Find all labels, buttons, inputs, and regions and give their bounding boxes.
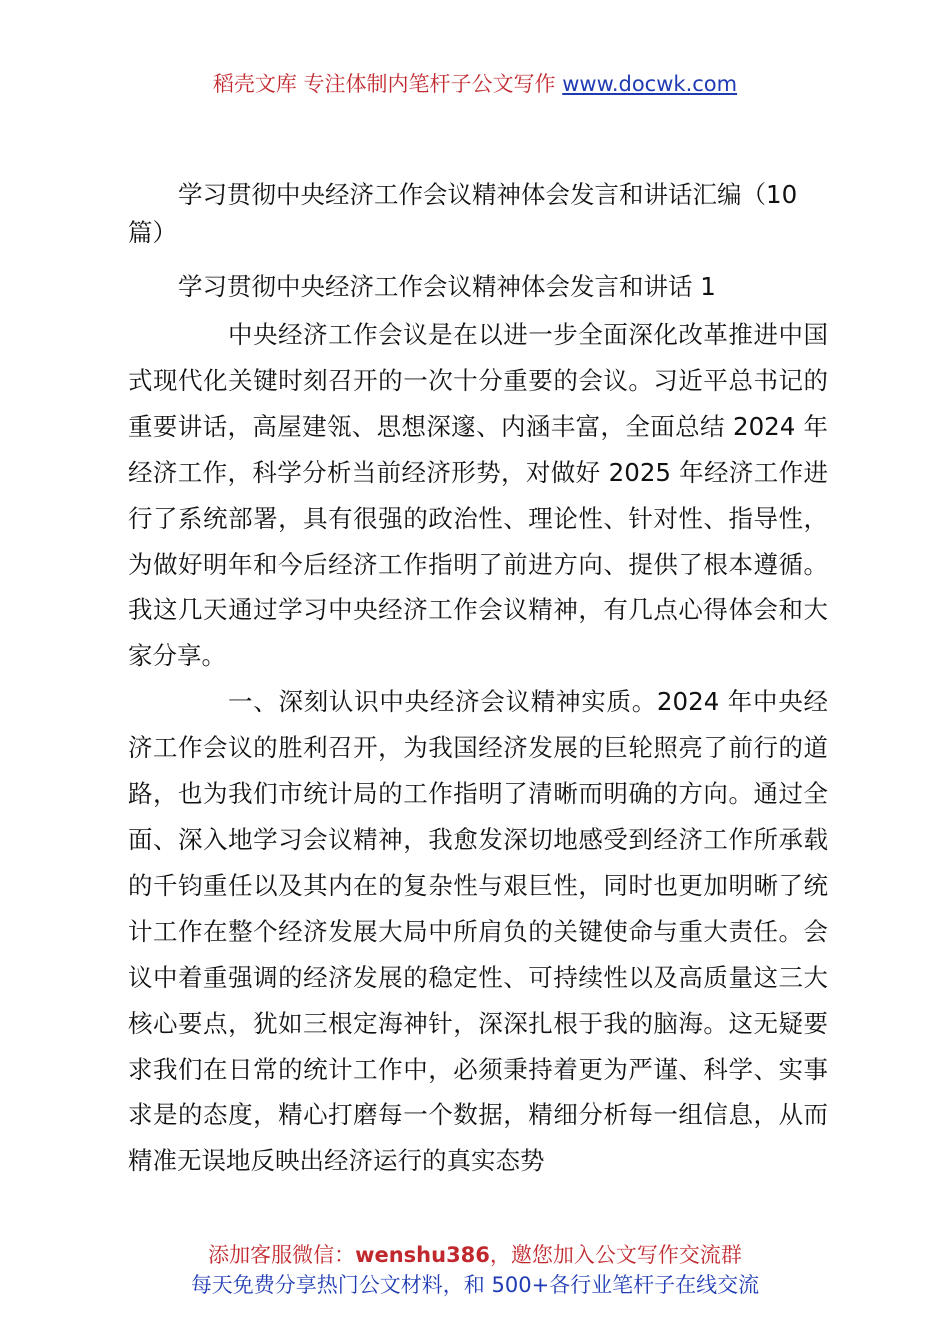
- footer-contact-prefix: 添加客服微信：: [208, 1243, 356, 1267]
- wechat-id: wenshu386: [355, 1243, 490, 1267]
- header-brand-text: 稻壳文库 专注体制内笔杆子公文写作: [212, 72, 563, 96]
- page-footer: [0, 1240, 950, 1300]
- document-title: 学习贯彻中央经济工作会议精神体会发言和讲话汇编（10篇）: [128, 180, 798, 247]
- body-paragraph-2: 一、深刻认识中央经济会议精神实质。2024 年中央经济工作会议的胜利召开，为我国经济发展的巨轮照亮了前行的道路，也为我们市统计局的工作指明了清晰而明确的方向。通过全面、深入地学习会议精神，我愈发深切地感受到经济工作所承载的千钧重任以及其内在的复杂性与艰巨性，同时也更加明晰了统计工作在整个经济发展大局中所肩负的关键使命与重大责任。会议中着重强调的经济发展的稳定性、可持续性以及高质量这三大核心要点，犹如三根定海神针，深深扎根于我的脑海。这无疑要求我们在日常的统计工作中，必须秉持着更为严谨、科学、实事求是的态度，精心打磨每一个数据，精细分析每一组信息，从而精准无误地反映出经济运行的真实态势: [128, 687, 828, 1176]
- footer-contact-line: [0, 1240, 950, 1270]
- document-subtitle: 学习贯彻中央经济工作会议精神体会发言和讲话 1: [178, 272, 716, 301]
- document-body: [128, 312, 828, 1184]
- site-url-link[interactable]: www.docwk.com: [562, 72, 738, 96]
- body-paragraph-1: 中央经济工作会议是在以进一步全面深化改革推进中国式现代化关键时刻召开的一次十分重要的会议。习近平总书记的重要讲话，高屋建瓴、思想深邃、内涵丰富，全面总结 2024 年经济工作，科学分析当前经济形势，对做好 2025 年经济工作进行了系统部署，具有很强的政治性、理论性、针对性、指导性，为做好明年和今后经济工作指明了前进方向、提供了根本遵循。我这几天通过学习中央经济工作会议精神，有几点心得体会和大家分享。: [128, 320, 828, 671]
- page-header: [0, 70, 950, 98]
- footer-promo-line: 每天免费分享热门公文材料，和 500+各行业笔杆子在线交流: [190, 1273, 760, 1297]
- footer-contact-suffix: ，邀您加入公文写作交流群: [489, 1243, 742, 1267]
